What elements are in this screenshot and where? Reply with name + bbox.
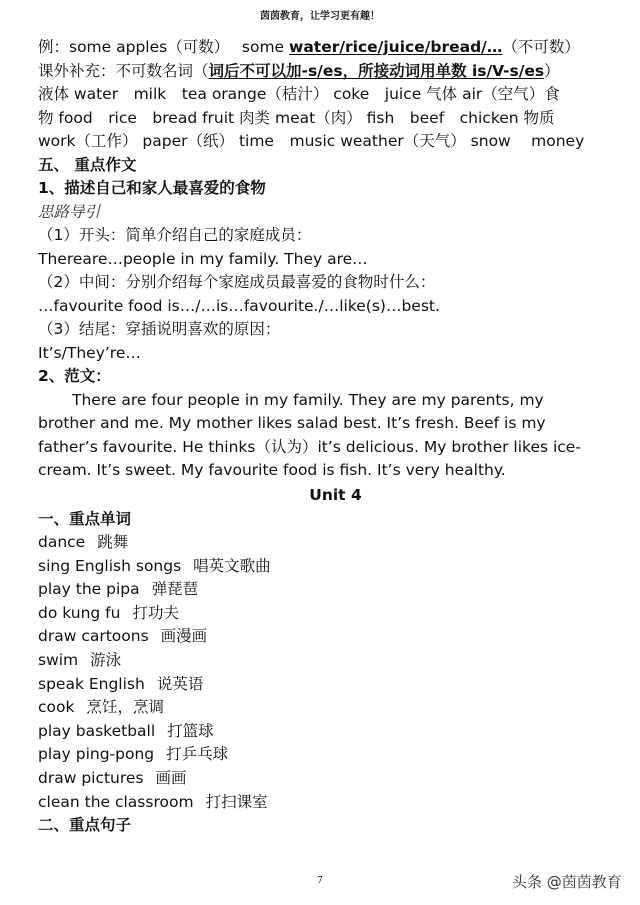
section-heading-composition: 五、 重点作文 [38,155,137,174]
vocab-item [38,602,613,626]
example-line [38,36,613,60]
vocab-item [38,531,613,555]
supplement-line [38,60,613,84]
vocab-chinese: 画画 [155,768,187,787]
document-body [38,36,613,838]
model-essay-heading: 2、范文： [38,367,111,385]
guide-step-3: （3）结尾：穿插说明喜欢的原因： [38,320,281,338]
vocab-english: play ping-pong [38,745,155,764]
example-uncountable-words: water/rice/juice/bread/… [289,38,503,56]
guide-step-2: （2）中间：分别介绍每个家庭成员最喜爱的食物时什么： [38,273,436,291]
vocab-english: swim [38,650,79,669]
model-essay: There are four people in my family. They are my parents, my brother and me. My mother likes salad best. It’s fresh. Beef is my father’s favourite. He thinks（认为）it’s delicious. My brother likes ice-cream. It’s sweet. My favourite food is fish. It’s very healthy. [38,390,581,479]
vocab-english: draw cartoons [38,627,149,646]
vocab-chinese: 打功夫 [132,603,179,622]
vocab-chinese: 跳舞 [97,533,129,551]
guide-step-1-pattern: Thereare…people in my family. They are… [38,249,368,268]
vocab-chinese: 画漫画 [160,627,208,646]
vocab-english: do kung fu [38,603,121,622]
vocab-item [38,555,613,579]
vocab-chinese: 烹饪，烹调 [86,698,164,717]
section-heading-vocab: 一、重点单词 [38,509,132,528]
composition-topic: 1、描述自己和家人最喜爱的食物 [38,179,266,197]
vocab-item [38,673,613,697]
vocab-item [38,720,613,744]
vocab-chinese: 游泳 [90,650,122,669]
supplement-label: 课外补充：不可数名词（ [38,61,209,80]
vocab-item [38,767,613,791]
example-countable: 例：some apples（可数） some [38,38,290,56]
material-line: work（工作） paper（纸） time music weather（天气） snow money [38,132,585,150]
vocab-english: speak English [38,674,145,693]
vocab-english: cook [38,698,75,717]
vocab-english: sing English songs [38,556,182,575]
vocab-list [38,531,613,814]
vocab-english: clean the classroom [38,792,194,811]
example-uncountable-label: （不可数） [502,38,580,56]
vocab-chinese: 弹琵琶 [151,580,199,599]
vocab-chinese: 唱英文歌曲 [193,556,271,575]
vocab-english: draw pictures [38,768,144,787]
vocab-chinese: 说英语 [156,674,204,693]
food-line: 物 food rice bread fruit 肉类 meat（肉） fish beef chicken 物质 [38,108,555,127]
vocab-chinese: 打乒乓球 [166,745,229,764]
supplement-close: ） [544,61,560,80]
vocab-item [38,625,613,649]
supplement-rule: 词后不可以加-s/es，所接动词用单数 is/V-s/es [208,61,545,80]
vocab-chinese: 打扫课室 [205,792,268,811]
watermark: 头条 @茵茵教育 [512,873,622,891]
vocab-item [38,791,613,815]
vocab-english: play basketball [38,721,156,740]
vocab-english: play the pipa [38,580,140,599]
vocab-english: dance [38,533,86,551]
vocab-item [38,649,613,673]
page-header: 茵茵教育，让学习更有趣！ [260,11,380,22]
page-number: 7 [317,876,323,886]
unit-title: Unit 4 [309,485,362,504]
guide-step-3-pattern: It’s/They’re… [38,343,141,362]
guide-heading: 思路导引 [38,202,101,221]
guide-step-2-pattern: …favourite food is…/…is…favourite./…like(s)…best. [38,296,440,315]
guide-step-1: （1）开头：简单介绍自己的家庭成员： [38,226,312,244]
vocab-item [38,578,613,602]
vocab-item [38,743,613,767]
vocab-chinese: 打篮球 [167,721,214,740]
section-heading-sentences: 二、重点句子 [38,816,132,835]
liquid-line: 液体 water milk tea orange（桔汁） coke juice 气体 air（空气）食 [38,85,560,103]
vocab-item [38,696,613,720]
